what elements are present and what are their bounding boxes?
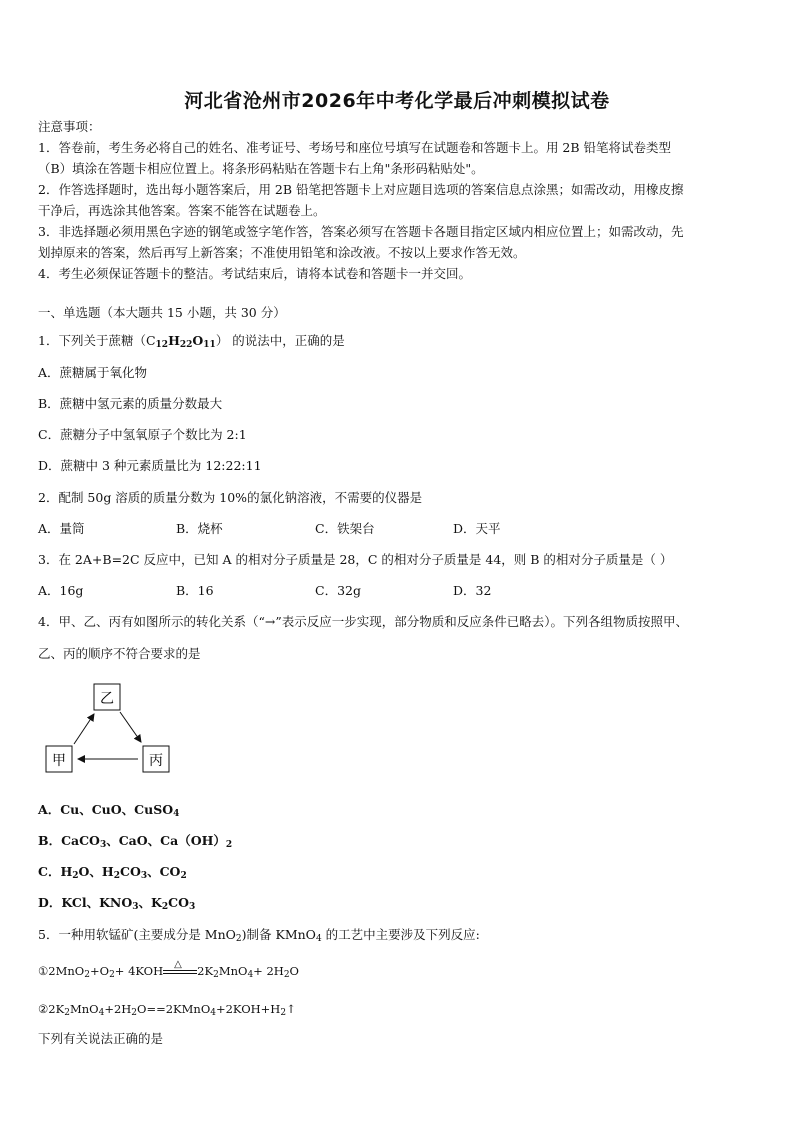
question-3-option-d: D．32	[453, 583, 492, 598]
question-4-stem-line-1: 4．甲、乙、丙有如图所示的转化关系（“→”表示反应一步实现，部分物质和反应条件已略去）。下列各组物质按照甲、	[38, 614, 688, 629]
reaction-2: $②2K_2MnO_4+2H_2O==2KMnO_4+2KOH+H_2↑$	[38, 1002, 296, 1018]
node-top-label: 乙	[100, 691, 114, 707]
heating-condition-sign	[163, 959, 197, 979]
question-4-option-a: A．Cu、CuO、CuSO$_4$	[38, 802, 180, 819]
node-left-label: 甲	[52, 753, 66, 769]
question-2-option-b: B．烧杯	[176, 521, 223, 536]
notice-line-5: 3．非选择题必须用黑色字迹的钢笔或签字笔作答，答案必须写在答题卡各题目指定区域内相应位置上；如需改动，先	[38, 224, 684, 239]
question-3-stem: 3．在 2A+B=2C 反应中，已知 A 的相对分子质量是 28，C 的相对分子质量是 44，则 B 的相对分子质量是（ ）	[38, 552, 673, 567]
node-right-label: 丙	[149, 753, 163, 769]
question-3-option-a: A．16g	[38, 583, 84, 598]
question-1-stem: 1．下列关于蔗糖$(C_{12}H_{22}O_{11})$ 的说法中，正确的是	[38, 333, 345, 350]
conversion-diagram	[40, 680, 180, 780]
delta-symbol: △	[174, 959, 182, 970]
reaction-1: $①2MnO_2+O_2+ 4KOH$ △ $2K_2MnO_4+ 2H_2O$	[38, 962, 299, 980]
arrow-left-to-top	[74, 714, 94, 744]
conversion-diagram-svg	[40, 680, 180, 780]
notice-line-2: （B）填涂在答题卡相应位置上。将条形码粘贴在答题卡右上角"条形码粘贴处"。	[38, 161, 484, 176]
question-2-option-c: C．铁架台	[315, 521, 375, 536]
question-3-options	[38, 582, 758, 600]
notice-heading: 注意事项：	[38, 119, 101, 134]
question-1-option-d: D．蔗糖中 3 种元素质量比为 12:22:11	[38, 458, 262, 473]
notice-line-3: 2．作答选择题时，选出每小题答案后，用 2B 铅笔把答题卡上对应题目选项的答案信息点涂黑；如需改动，用橡皮擦	[38, 182, 684, 197]
question-4-option-d: D．KCl、$KNO_3$、$K_2CO_3$	[38, 895, 196, 912]
question-3-option-c: C．32g	[315, 583, 361, 598]
question-5-stem: 5．一种用软锰矿(主要成分是 MnO$_2$)制备 KMnO$_4$ 的工艺中主要涉及下列反应:	[38, 927, 480, 944]
notice-line-1: 1．答卷前，考生务必将自己的姓名、准考证号、考场号和座位号填写在试题卷和答题卡上。用 2B 铅笔将试卷类型	[38, 140, 672, 155]
notice-line-6: 划掉原来的答案，然后再写上新答案；不准使用铅笔和涂改液。不按以上要求作答无效。	[38, 245, 526, 260]
page-title: 河北省沧州市2026年中考化学最后冲刺模拟试卷	[184, 90, 610, 112]
arrow-top-to-right	[120, 712, 141, 742]
question-4-stem-line-2: 乙、丙的顺序不符合要求的是	[38, 646, 201, 661]
question-2-options	[38, 520, 758, 538]
question-2-option-a: A．量筒	[38, 521, 85, 536]
notice-line-7: 4．考生必须保证答题卡的整洁。考试结束后，请将本试卷和答题卡一并交回。	[38, 266, 471, 281]
notice-line-4: 干净后，再选涂其他答案。答案不能答在试题卷上。	[38, 203, 326, 218]
section-heading: 一、单选题（本大题共 15 小题，共 30 分）	[38, 305, 286, 320]
question-1-option-c: C．蔗糖分子中氢氧原子个数比为 2:1	[38, 427, 247, 442]
question-2-option-d: D．天平	[453, 521, 501, 536]
question-1-option-a: A．蔗糖属于氧化物	[38, 365, 148, 380]
question-4-option-c: C．$H_2O$、$H_2CO_3$、$CO_2$	[38, 864, 187, 881]
question-5-tail: 下列有关说法正确的是	[38, 1031, 164, 1046]
question-4-option-b: B．CaCO$_3$、CaO、$Ca(OH)_2$	[38, 833, 233, 850]
question-3-option-b: B．16	[176, 583, 214, 598]
question-1-option-b: B．蔗糖中氢元素的质量分数最大	[38, 396, 223, 411]
question-2-stem: 2．配制 50g 溶质的质量分数为 10%的氯化钠溶液，不需要的仪器是	[38, 490, 423, 505]
